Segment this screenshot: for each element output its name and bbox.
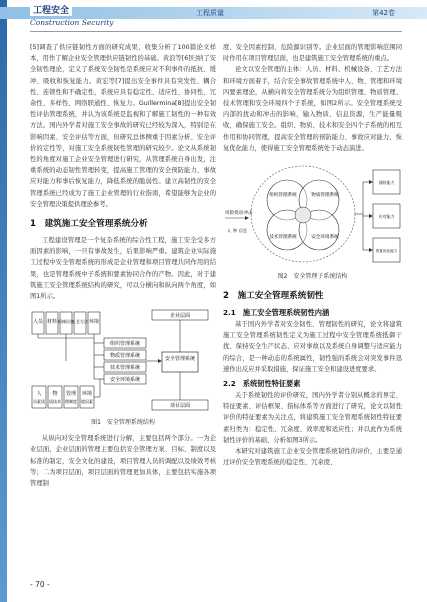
paragraph: 关于系统韧性的评价研究，国内外学者分别从概念的界定、特征要素、评估框架、指标体系等方面进行了研究，论文以韧性评价的特征要素为关注点，将建筑施工安全管理系统韧性特征要素归类为：稳定性、冗余度、效率度和适应性；并以此作为系统韧性评价的基础，分析如图3所示。 — [223, 392, 402, 444]
fig1-enterprise-label: 企业层面 — [169, 313, 191, 320]
fig2-left-small: 人 — [227, 228, 231, 234]
edge-color-bar — [0, 0, 7, 602]
figure-1 — [30, 308, 216, 416]
fig2-output-label: 预防能力 — [378, 180, 395, 186]
fig1-bottom-boxes — [32, 386, 94, 408]
fig1-top-label: 人员 — [32, 319, 44, 326]
paragraph: 论文以安全管理的主体：人员、材料、机械设备、工艺方法和环境方面着手，结合安全事故管理系统中人、物、管理和环境四要素理论，从横向将安全管理系统分为组织管理、物质管理、技术管理和安全环境四个子系统，如图2所示。安全管理系统受内部的扰动和冲击的影响，输入物质、信息资源，生产能量吸收，确保施工安全。组织、物质、技术和安全四个子系统的相互作用和协同管理，提高安全管理的预防能力、事故应对能力、恢复优化能力，使得施工安全管理系统处于动态演进。 — [223, 66, 402, 152]
header-rule — [30, 31, 402, 32]
fig1-bottom-sub: 质技术 — [49, 399, 61, 405]
fig2-circle-label: 技术管理系统 — [269, 235, 297, 241]
fig2-output-label: 恢复优化能力 — [375, 249, 398, 254]
fig2-input-label: 风险扰动冲击 — [225, 211, 253, 217]
subsection-heading: 2.2 系统韧性特征要素 — [223, 379, 301, 389]
journal-name: 工程质量 — [196, 9, 224, 17]
fig1-subsystem-label: 组织管理系统 — [109, 341, 141, 348]
fig2-left-small: 信息 — [239, 228, 247, 234]
figure-2-caption: 图2 安全管理子系统结构 — [277, 273, 348, 281]
fig1-bottom-label: 物 — [52, 391, 58, 398]
fig1-subsystem-label: 物质管理系统 — [109, 353, 141, 360]
fig2-circle-label: 安全环境系统 — [311, 235, 339, 241]
fig1-subsystem-label: 安全环境系统 — [109, 377, 141, 384]
subsection-heading: 2.1 施工安全管理系统韧性内涵 — [223, 308, 330, 318]
fig1-top-label: 机械设备 — [58, 319, 74, 325]
paragraph: 工程建设管理是一个复杂系统的综合性工程，施工安全受多方面因素的影响，一旦有事故发生，后果影响严重。建筑企业实际施工过程中安全管理系统的形成是企业管理和项目管理共同作用的结果，也是管理系统中子系统和要素协同合作的产物。因此，对于建筑施工安全管理系统结构的研究，可以分横向和纵向两个角度，如图1所示。 — [30, 237, 216, 301]
fig1-center-label: 安全管理系统 — [164, 356, 196, 363]
fig2-circle-label: 组织管理系统 — [269, 193, 297, 199]
page-number: - 70 - — [30, 580, 50, 589]
fig2-output-label: 应对能力 — [378, 214, 395, 220]
paragraph: 本研究对建筑施工企业安全管理系统韧性的评价，主要是通过评价安全管理系统的稳定性、冗余度、 — [223, 448, 402, 467]
section-title: 工程安全 — [30, 3, 72, 16]
paragraph: 度、安全因素控制、危险源识别等。企业层面的管理影响范围同时作用在项目管理层面，也是建筑施工安全管理系统的重点。 — [223, 44, 402, 63]
fig1-top-label: 工艺方法 — [72, 319, 88, 325]
fig1-bottom-label: 环境 — [81, 391, 93, 398]
right-column — [223, 42, 402, 468]
paragraph: [5]调查了供应链韧性方面的研究成果，收集分析了100篇论文样本，用作了解企业安全管理供应链韧性的基础。黄浪等[6]归纳了安全韧性理论，定义了系统安全韧性是系统应对不利事件的抵抗、缓冲、吸收和恢复能力。黄宏等[7]提出安全事件具有突发性、耦合性、连锁性和不确定性，系统应具有稳定性、适应性、协同性、冗余性、多样性、网络联通性、恢复力。Guillermina[8]提出安全韧性评估管理系统，并认为该系统是监视和了解施工韧性的一种有效方法。国内外学者对施工安全事故的研究已经较为深入，特别是在影响因素、安全评估等方面，但研究总体侧重于因素分析、安全评价的定性等，对施工安全系统韧性管理的研究较少。论文从系统韧性的角度对施工企业安全管理进行研究，从管理系统自身出发，注重系统的动态韧性管理转变，提高施工管理的安全预防能力、事故应对能力和事后恢复能力，降低系统的脆弱性。建立高韧性的安全管理系统已经成为了施工企业管理的行业指南，希望能够为企业的安全管理决策提供理论参考。 — [30, 44, 216, 208]
section-heading: 2 施工安全管理系统韧性 — [223, 291, 324, 302]
fig1-project-label: 项目层面 — [169, 403, 191, 410]
paragraph: 从纵向对安全管理系统进行分解，主要包括两个部分。一为企业层面，企业层面的管理主要包括安全管理方案、目标、制度以及标准的制定，安全文化的建设，项目管理人员的调配以及绩效考核等；二为项目层面，项目层面的管理更加具体，主要包括实施各项管理制 — [30, 435, 216, 488]
fig1-bottom-label: 人 — [36, 391, 42, 398]
fig2-circle-label: 物质管理系统 — [311, 193, 339, 199]
fig1-bottom-label: 管理 — [65, 391, 77, 398]
left-column — [30, 42, 216, 489]
figure-1-caption: 图1 安全管理系统结构 — [91, 419, 155, 427]
fig1-top-label: 环境 — [88, 319, 100, 326]
fig1-top-boxes — [32, 312, 100, 334]
figure-2 — [223, 158, 402, 270]
fig1-subsystems — [104, 338, 146, 384]
fig1-bottom-sub: 员素质 — [33, 399, 45, 405]
fig2-left-small: 物 — [233, 228, 237, 234]
fig1-bottom-sub: 理制度 — [65, 399, 77, 405]
section-subtitle: Construction Security — [30, 18, 114, 27]
page-header — [0, 0, 427, 30]
section-heading: 1 建筑施工安全管理系统分析 — [30, 219, 148, 230]
fig1-top-label: 材料 — [46, 319, 58, 326]
fig1-subsystem-label: 技术管理系统 — [109, 365, 141, 372]
issue-number: 第42卷 — [372, 9, 395, 17]
fig2-outputs — [373, 170, 400, 262]
fig2-circles — [267, 180, 339, 250]
fig1-bottom-sub: 境因素 — [81, 399, 93, 405]
paragraph: 基于国内外学者对安全韧性、管理韧性的研究，论文将建筑施工安全管理系统韧性定义为施工过程中安全管理系统抵御干扰、保持安全生产状态、应对事故以及系统自身调整与适应能力的综合，是一种动态的系统属性，韧性强的系统会对突发事件迅速作出反应并采取措施，保证施工安全和建设进度要求。 — [223, 321, 402, 373]
